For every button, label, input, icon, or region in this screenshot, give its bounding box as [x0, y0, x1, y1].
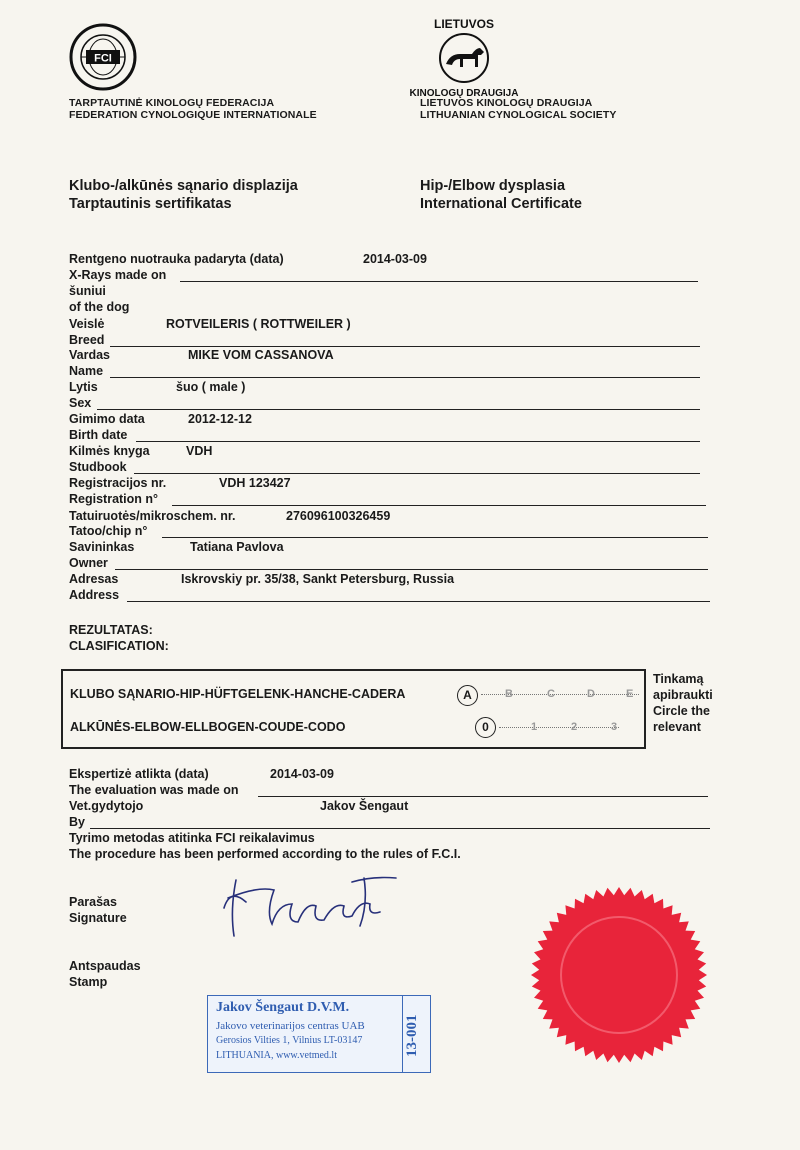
- signature-label-en: Signature: [69, 911, 127, 925]
- elbow-grade-1: 1: [531, 721, 538, 733]
- fci-name-fr: FEDERATION CYNOLOGIQUE INTERNATIONALE: [69, 109, 317, 121]
- studbook-label-lt: Kilmės knyga: [69, 444, 150, 458]
- vet-line: [90, 828, 710, 829]
- xray-line: [180, 281, 698, 282]
- method-en: The procedure has been performed according to the rules of F.C.I.: [69, 847, 461, 861]
- red-wax-seal-icon: [524, 880, 714, 1070]
- xray-label-en: X-Rays made on: [69, 268, 167, 282]
- reg-value: VDH 123427: [219, 476, 291, 490]
- vet-stamp: [207, 995, 431, 1073]
- elbow-grade-2: 2: [571, 721, 578, 733]
- method-lt: Tyrimo metodas atitinka FCI reikalavimus: [69, 831, 315, 845]
- title-en-line2: International Certificate: [420, 196, 582, 212]
- sex-label-en: Sex: [69, 396, 92, 410]
- chip-line: [162, 537, 708, 538]
- hip-label: KLUBO SĄNARIO-HIP-HÜFTGELENK-HANCHE-CADERA: [70, 687, 406, 701]
- name-label-lt: Vardas: [69, 348, 111, 362]
- chip-label-en: Tatoo/chip n°: [69, 524, 148, 538]
- address-line: [127, 601, 710, 602]
- stamp-label-en: Stamp: [69, 975, 108, 989]
- chip-label-lt: Tatuiruotės/mikroschem. nr.: [69, 509, 236, 523]
- name-label-en: Name: [69, 364, 104, 378]
- fci-name-lt: TARPTAUTINĖ KINOLOGŲ FEDERACIJA: [69, 97, 275, 109]
- hip-grade-d: D: [587, 688, 595, 700]
- hip-grade-b: B: [505, 688, 513, 700]
- vet-label-lt: Vet.gydytojo: [69, 799, 144, 813]
- eval-line: [258, 796, 708, 797]
- studbook-label-en: Studbook: [69, 460, 127, 474]
- chip-value: 276096100326459: [286, 509, 391, 523]
- breed-line: [110, 346, 700, 347]
- owner-label-lt: Savininkas: [69, 540, 135, 554]
- stamp-label-lt: Antspaudas: [69, 959, 141, 973]
- xray-date-value: 2014-03-09: [363, 252, 427, 266]
- breed-label-en: Breed: [69, 333, 105, 347]
- stamp-line2: Jakovo veterinarijos centras UAB: [216, 1020, 365, 1032]
- title-lt-line2: Tarptautinis sertifikatas: [69, 196, 232, 212]
- classification-box: [61, 669, 646, 749]
- stamp-number: 13-001: [404, 1014, 420, 1058]
- dog-label-lt: šuniui: [69, 284, 106, 298]
- title-en-line1: Hip-/Elbow dysplasia: [420, 178, 566, 194]
- title-lt-line1: Klubo-/alkūnės sąnario displazija: [69, 178, 298, 194]
- circle-note-l4: relevant: [653, 720, 701, 734]
- name-line: [110, 377, 700, 378]
- studbook-value: VDH: [186, 444, 213, 458]
- birth-label-lt: Gimimo data: [69, 412, 145, 426]
- hip-grade-c: C: [547, 688, 555, 700]
- eval-date-value: 2014-03-09: [270, 767, 334, 781]
- lks-dog-logo-icon: [409, 14, 519, 99]
- sex-value: šuo ( male ): [176, 380, 246, 394]
- reg-label-lt: Registracijos nr.: [69, 476, 167, 490]
- birth-date-value: 2012-12-12: [188, 412, 252, 426]
- vet-value: Jakov Šengaut: [320, 799, 409, 813]
- eval-label-lt: Ekspertizė atlikta (data): [69, 767, 209, 781]
- lks-name-lt: LIETUVOS KINOLOGŲ DRAUGIJA: [420, 97, 593, 109]
- address-label-en: Address: [69, 588, 120, 602]
- address-label-lt: Adresas: [69, 572, 119, 586]
- owner-label-en: Owner: [69, 556, 108, 570]
- name-value: MIKE VOM CASSANOVA: [188, 348, 334, 362]
- signature-label-lt: Parašas: [69, 895, 117, 909]
- fci-logo-icon: [68, 22, 138, 92]
- elbow-label: ALKŪNĖS-ELBOW-ELLBOGEN-COUDE-CODO: [70, 720, 346, 734]
- sex-label-lt: Lytis: [69, 380, 98, 394]
- reg-label-en: Registration n°: [69, 492, 159, 506]
- circle-note-l1: Tinkamą: [653, 672, 704, 686]
- handwritten-signature-icon: [214, 868, 410, 948]
- stamp-divider: [402, 996, 403, 1072]
- birth-label-en: Birth date: [69, 428, 128, 442]
- xray-label-lt: Rentgeno nuotrauka padaryta (data): [69, 252, 284, 266]
- breed-value: ROTVEILERIS ( ROTTWEILER ): [166, 317, 351, 331]
- sex-line: [97, 409, 700, 410]
- hip-grade-e: E: [626, 688, 634, 700]
- hip-grade-selected: A: [457, 685, 478, 706]
- circle-note-l3: Circle the: [653, 704, 710, 718]
- elbow-grade-3: 3: [611, 721, 618, 733]
- lks-name-en: LITHUANIAN CYNOLOGICAL SOCIETY: [420, 109, 617, 121]
- svg-text:LIETUVOS: LIETUVOS: [433, 17, 495, 31]
- owner-line: [115, 569, 708, 570]
- stamp-line4: LITHUANIA, www.vetmed.lt: [216, 1050, 337, 1061]
- elbow-grade-selected: 0: [475, 717, 496, 738]
- reg-line: [172, 505, 706, 506]
- result-label-lt: REZULTATAS:: [69, 623, 153, 637]
- circle-note-l2: apibraukti: [653, 688, 713, 702]
- svg-text:FCI: FCI: [94, 52, 112, 65]
- elbow-grade-strike: [499, 727, 619, 728]
- vet-label-en: By: [69, 815, 85, 829]
- stamp-line3: Gerosios Vilties 1, Vilnius LT-03147: [216, 1035, 363, 1046]
- eval-label-en: The evaluation was made on: [69, 783, 239, 797]
- svg-text:KINOLOGŲ DRAUGIJA: KINOLOGŲ DRAUGIJA: [409, 88, 519, 99]
- result-label-en: CLASIFICATION:: [69, 639, 169, 653]
- dog-label-en: of the dog: [69, 300, 130, 314]
- birth-line: [136, 441, 700, 442]
- address-value: Iskrovskiy pr. 35/38, Sankt Petersburg, Russia: [181, 572, 455, 586]
- stamp-line1: Jakov Šengaut D.V.M.: [216, 1000, 350, 1015]
- owner-value: Tatiana Pavlova: [190, 540, 284, 554]
- breed-label-lt: Veislė: [69, 317, 105, 331]
- studbook-line: [134, 473, 700, 474]
